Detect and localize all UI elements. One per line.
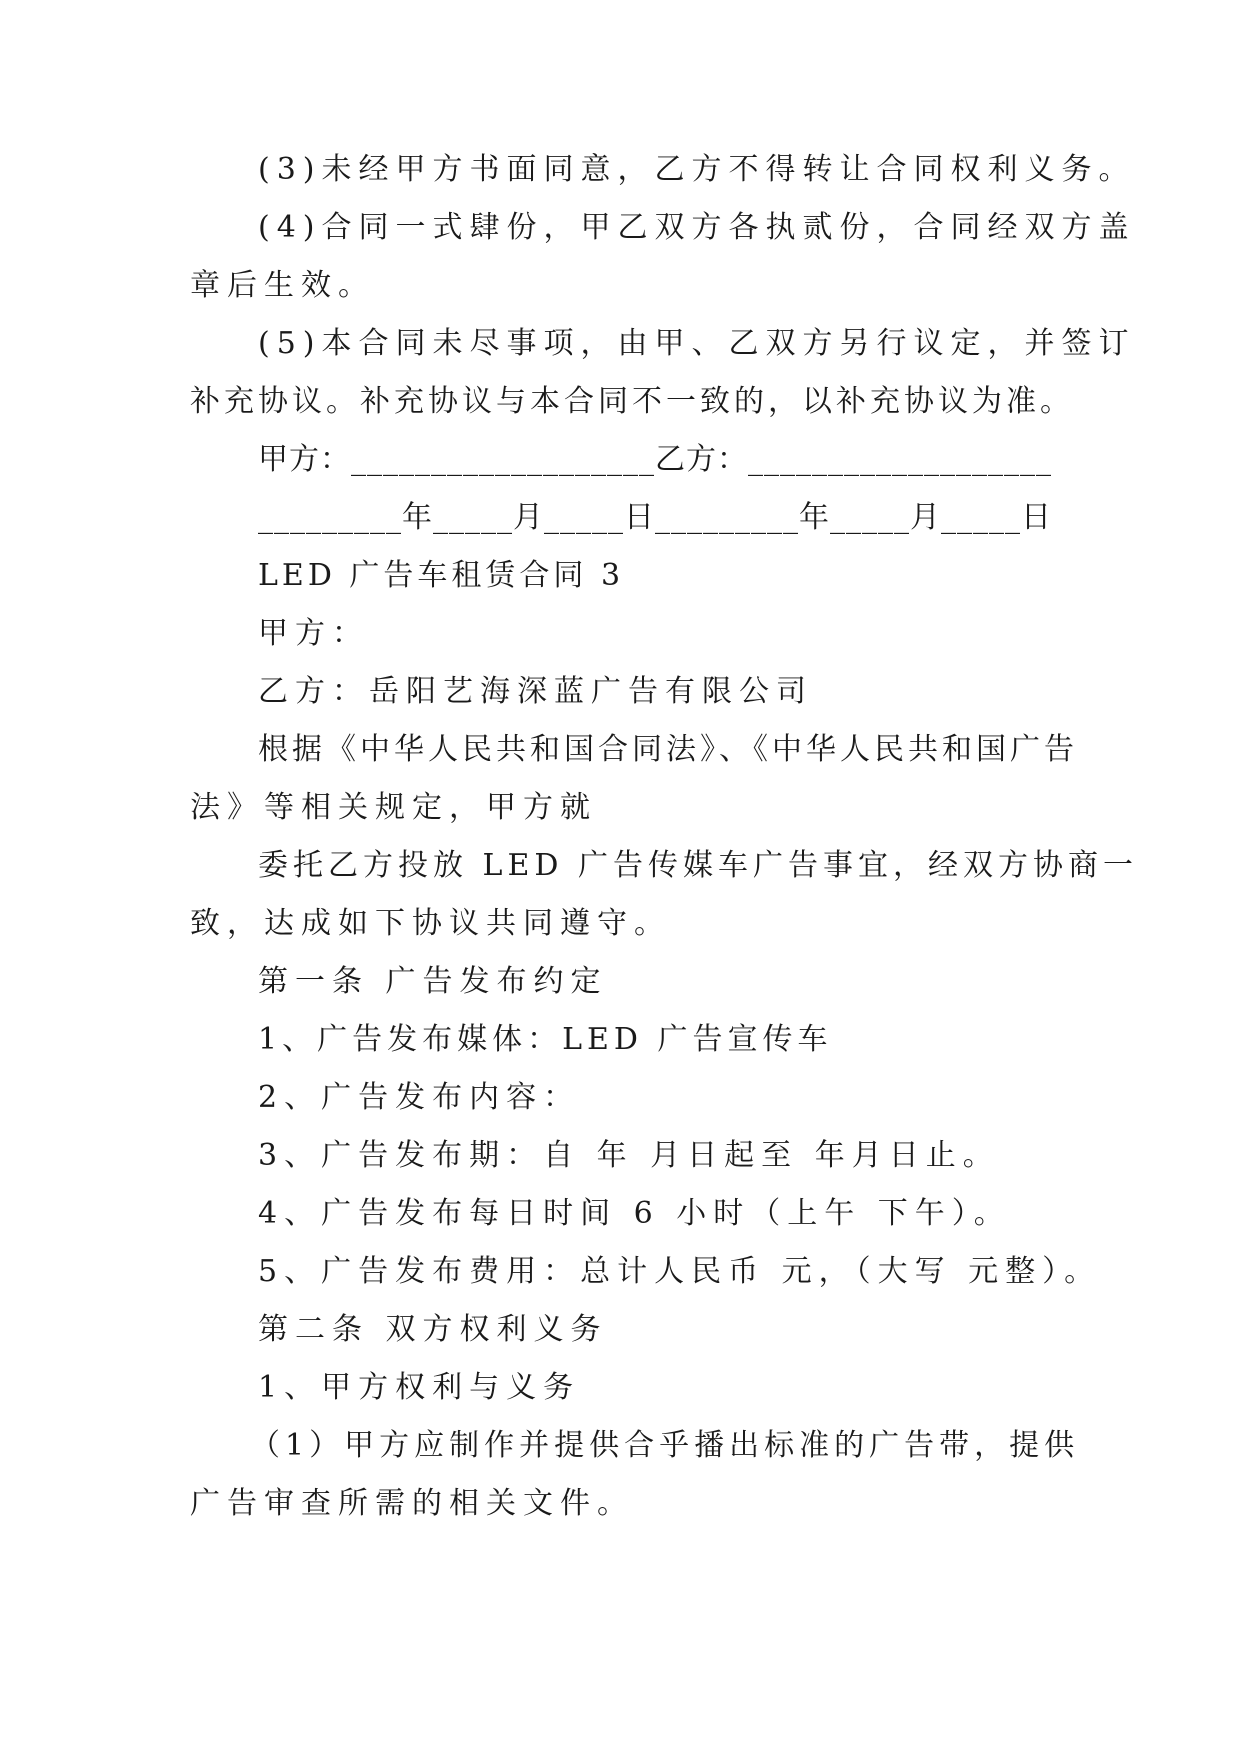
clause-4-line-2: 章后生效。 bbox=[190, 268, 375, 303]
signature-line: 甲方：___________________乙方：___________________ bbox=[258, 442, 1052, 477]
preamble-line-2: 法》等相关规定，甲方就 bbox=[190, 790, 597, 825]
preamble-line-3: 委托乙方投放 LED 广告传媒车广告事宜，经双方协商一 bbox=[258, 848, 1138, 883]
clause-5-line-1: (5)本合同未尽事项，由甲、乙双方另行议定，并签订 bbox=[258, 326, 1136, 361]
party-b-label: 乙方：岳阳艺海深蓝广告有限公司 bbox=[258, 674, 813, 709]
date-line: _________年_____月_____日_________年_____月_____日 bbox=[258, 500, 1052, 535]
preamble-line-1: 根据《中华人民共和国合同法》、《中华人民共和国广告 bbox=[258, 732, 1078, 767]
article-2-item-1-sub-1-line-2: 广告审查所需的相关文件。 bbox=[190, 1486, 634, 1521]
article-1-heading: 第一条 广告发布约定 bbox=[258, 964, 608, 999]
article-1-item-2: 2、广告发布内容： bbox=[258, 1080, 581, 1115]
article-1-item-5: 5、广告发布费用：总计人民币 元，（大写 元整）。 bbox=[258, 1254, 1102, 1289]
article-2-item-1: 1、甲方权利与义务 bbox=[258, 1370, 581, 1405]
article-1-item-3: 3、广告发布期：自 年 月日起至 年月日止。 bbox=[258, 1138, 1000, 1173]
article-1-item-1: 1、广告发布媒体：LED 广告宣传车 bbox=[258, 1022, 833, 1057]
clause-4-line-1: (4)合同一式肆份，甲乙双方各执贰份，合同经双方盖 bbox=[258, 210, 1136, 245]
clause-3-line: (3)未经甲方书面同意，乙方不得转让合同权利义务。 bbox=[258, 152, 1136, 187]
clause-5-line-2: 补充协议。补充协议与本合同不一致的，以补充协议为准。 bbox=[190, 384, 1074, 419]
party-a-label: 甲方： bbox=[258, 616, 369, 651]
article-1-item-4: 4、广告发布每日时间 6 小时（上午 下午）。 bbox=[258, 1196, 1011, 1231]
article-2-heading: 第二条 双方权利义务 bbox=[258, 1312, 608, 1347]
preamble-line-4: 致，达成如下协议共同遵守。 bbox=[190, 906, 671, 941]
article-2-item-1-sub-1-line-1: （1）甲方应制作并提供合乎播出标准的广告带，提供 bbox=[250, 1428, 1080, 1463]
contract-title: LED 广告车租赁合同 3 bbox=[258, 558, 625, 593]
